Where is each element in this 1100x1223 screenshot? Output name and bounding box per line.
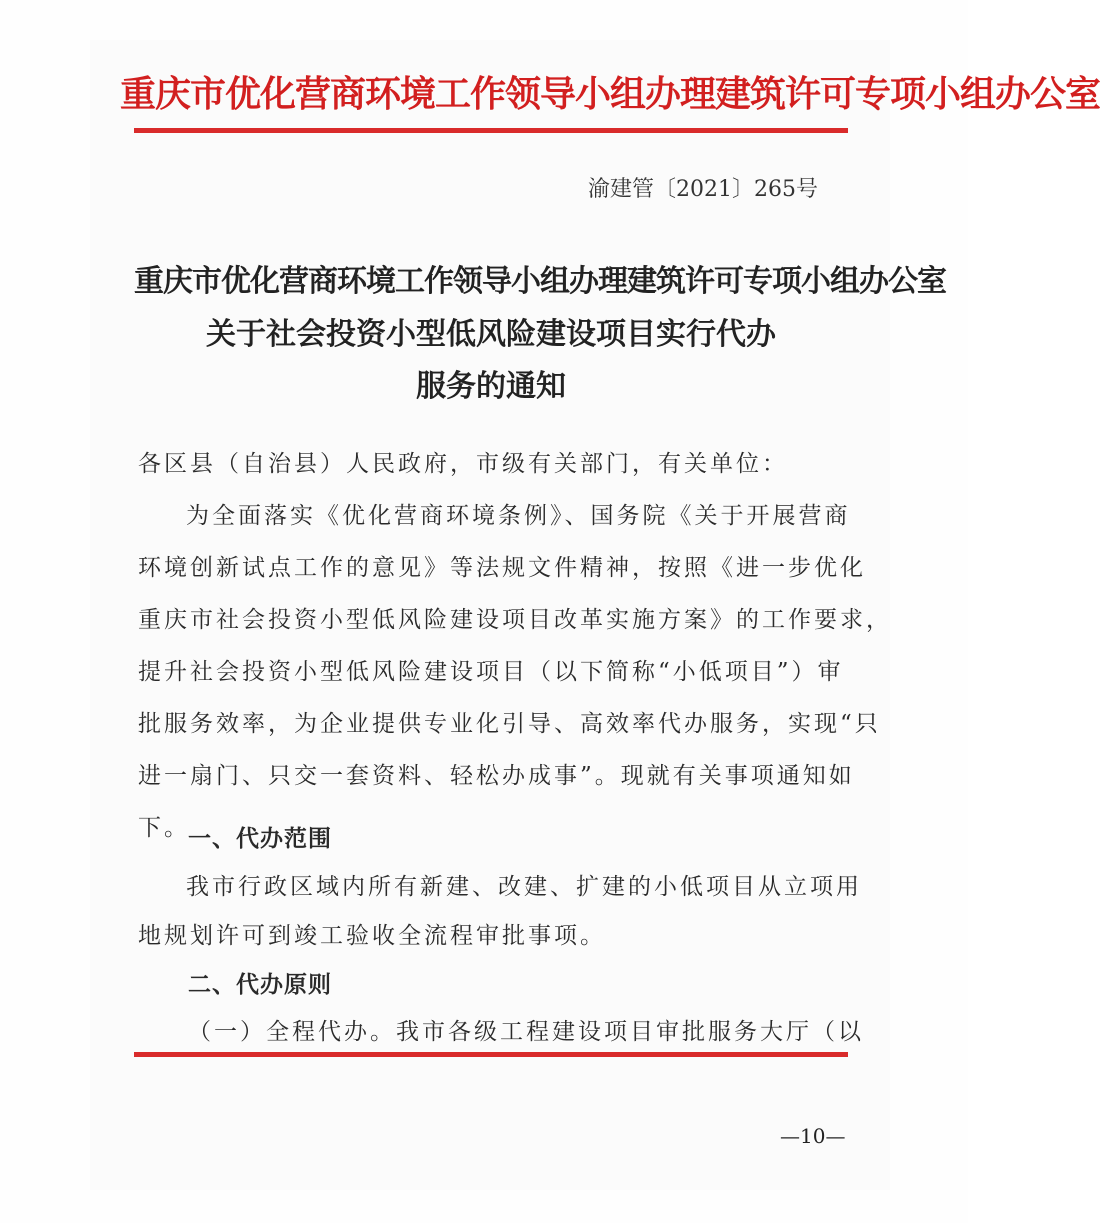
document-number: 渝建管〔2021〕265号 bbox=[588, 177, 818, 202]
section-body-line: 我市行政区域内所有新建、改建、扩建的小低项目从立项用 bbox=[186, 874, 862, 900]
body-line: 提升社会投资小型低风险建设项目（以下简称“小低项目”）审 bbox=[138, 659, 844, 685]
footer-red-rule bbox=[134, 1052, 848, 1057]
section-heading-scope: 一、代办范围 bbox=[188, 825, 332, 852]
issuing-office-header: 重庆市优化营商环境工作领导小组办理建筑许可专项小组办公室 bbox=[120, 73, 1100, 115]
body-line: 环境创新试点工作的意见》等法规文件精神，按照《进一步优化 bbox=[138, 555, 866, 581]
section-heading-principles: 二、代办原则 bbox=[188, 971, 332, 998]
body-line: 批服务效率，为企业提供专业化引导、高效率代办服务，实现“只 bbox=[138, 711, 881, 737]
body-line: 为全面落实《优化营商环境条例》、国务院《关于开展营商 bbox=[186, 503, 851, 529]
section-body-line: 地规划许可到竣工验收全流程审批事项。 bbox=[138, 923, 606, 949]
document-title-line-3: 服务的通知 bbox=[416, 369, 566, 404]
document-title-line-1: 重庆市优化营商环境工作领导小组办理建筑许可专项小组办公室 bbox=[134, 264, 946, 299]
body-line: 重庆市社会投资小型低风险建设项目改革实施方案》的工作要求， bbox=[138, 607, 892, 633]
header-red-rule bbox=[134, 128, 848, 133]
salutation: 各区县（自治县）人民政府，市级有关部门，有关单位： bbox=[138, 451, 788, 477]
body-line: 下。 bbox=[138, 815, 190, 841]
page-number: —10— bbox=[780, 1124, 846, 1148]
document-title-line-2: 关于社会投资小型低风险建设项目实行代办 bbox=[206, 317, 776, 352]
body-line: 进一扇门、只交一套资料、轻松办成事”。现就有关事项通知如 bbox=[138, 763, 855, 789]
section-body-line: （一）全程代办。我市各级工程建设项目审批服务大厅（以 bbox=[188, 1019, 864, 1045]
